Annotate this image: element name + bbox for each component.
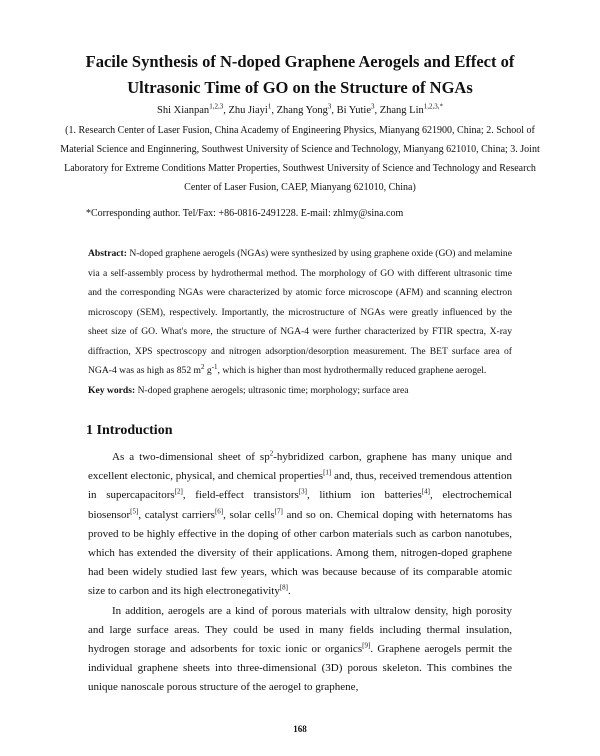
text-run: In addition, aerogels are a kind of porous materials with ultralow density, high porosity and large surface areas. They could be used in many fields including thermal insulation, hydrogen storage and adsorbents for toxic ionic or organics [88, 604, 512, 656]
abstract-text: , which is higher than most hydrothermally reduced graphene aerogel. [217, 365, 487, 376]
citation: [1] [323, 468, 332, 477]
text-run: and, thus, received tremendous attention in supercapacitors [88, 470, 512, 502]
text-run: -hybridized carbon, graphene has many unique and excellent electonic, physical, and chemical properties [88, 451, 512, 483]
paragraph [88, 448, 512, 602]
author-name: Zhang Lin [379, 105, 424, 116]
abstract [88, 244, 512, 381]
paragraph [88, 602, 512, 698]
citation: [2] [174, 487, 183, 496]
superscript: 2 [200, 362, 205, 371]
author-name: Shi Xianpan [156, 105, 210, 116]
citation: [7] [274, 506, 283, 515]
author-name: Zhang Yong [276, 105, 328, 116]
citation: [4] [421, 487, 430, 496]
citation: [9] [362, 641, 371, 650]
citation: [6] [214, 506, 224, 515]
superscript: 2 [269, 449, 274, 458]
page-number: 168 [293, 724, 307, 734]
text-run: , catalyst carriers [138, 508, 215, 521]
keywords [88, 384, 512, 398]
author-affiliation-mark: 1 [267, 102, 272, 111]
superscript: -1 [211, 362, 218, 371]
keywords-text: N-doped graphene aerogels; ultrasonic time; morphology; surface area [135, 385, 409, 396]
author-affiliation-mark: 1,2,3 [209, 102, 224, 111]
abstract-text: N-doped graphene aerogels (NGAs) were synthesized by using graphene oxide (GO) and melamine via a self-assembly process by hydrothermal method. The morphology of GO with different ultrasonic time and the corresponding NGAs were characterized by atomic force microscope (AFM) and scanning electron microscopy (SEM), respectively. Importantly, the microstructure of NGAs were greatly influenced by the sheet size of GO. What's more, the structure of NGA-4 were further characterized by FTIR spectra, X-ray diffraction, XPS spectroscopy and nitrogen adsorption/desorption measurement. The BET surface area of NGA-4 was as high as 852 m [88, 248, 512, 376]
abstract-label: Abstract: [88, 248, 127, 259]
text-run: , solar cells [223, 508, 275, 521]
author-name: Bi Yutie [336, 105, 371, 116]
text-run: and so on. Chemical doping with heternatoms has proved to be highly effective in the doping of other carbon materials such as carbon nanotubes, which has extended the diversity of their applications. Among them, nitrogen-doped graphene had been widely studied last few years, which was because because of its comparable atomic size to carbon and its high electronegativity [88, 508, 512, 598]
author-name: Zhu Jiayi [228, 105, 268, 116]
author-list: Shi Xianpan$^{1,2,3}$, Zhu Jiayi$^1$, Zhang Yong$^3$, Bi Yutie$^3$, Zhang Lin$^{1,2,3,*}$ [156, 102, 444, 116]
citation: [3] [298, 487, 307, 496]
text-run: , field-effect transistors [182, 489, 299, 502]
citation: [8] [279, 583, 289, 592]
section-heading: 1 Introduction [86, 423, 173, 438]
abstract-text: g [204, 365, 212, 376]
text-run: As a two-dimensional sheet of sp [112, 451, 270, 463]
paper-title-line-1: Facile Synthesis of N-doped Graphene Aerogels and Effect of [85, 52, 515, 71]
keywords-label: Key words: [88, 385, 136, 396]
citation: [5] [130, 506, 139, 515]
affiliations: (1. Research Center of Laser Fusion, China Academy of Engineering Physics, Mianyang 621900, China; 2. School of Material Science and Enginnering, Southwest University of Science and Technology, Mianyang 621010, China; 3. Joint Laboratory for Extreme Conditions Matter Properties, Southwest University of Science and Technology and Research Center of Laser Fusion, CAEP, Mianyang 621010, China) [60, 125, 540, 193]
text-run: . [288, 585, 291, 598]
text-run: . Graphene aerogels permit the individual graphene sheets into three-dimensional (3D) porous skeleton. This combines the unique nanoscale porous structure of the aerogel to graphene, [88, 643, 512, 694]
author-affiliation-mark: 3 [370, 102, 375, 111]
paper-title-line-2: Ultrasonic Time of GO on the Structure of NGAs [127, 78, 473, 97]
text-run: , lithium ion batteries [306, 489, 422, 502]
author-affiliation-mark: 1,2,3,* [423, 102, 444, 111]
text-run: , electrochemical biosensor [88, 489, 512, 521]
corresponding-author: *Corresponding author. Tel/Fax: +86-0816-2491228. E-mail: zhlmy@sina.com [86, 208, 404, 219]
author-affiliation-mark: 3 [327, 102, 332, 111]
introduction-body [88, 448, 512, 698]
